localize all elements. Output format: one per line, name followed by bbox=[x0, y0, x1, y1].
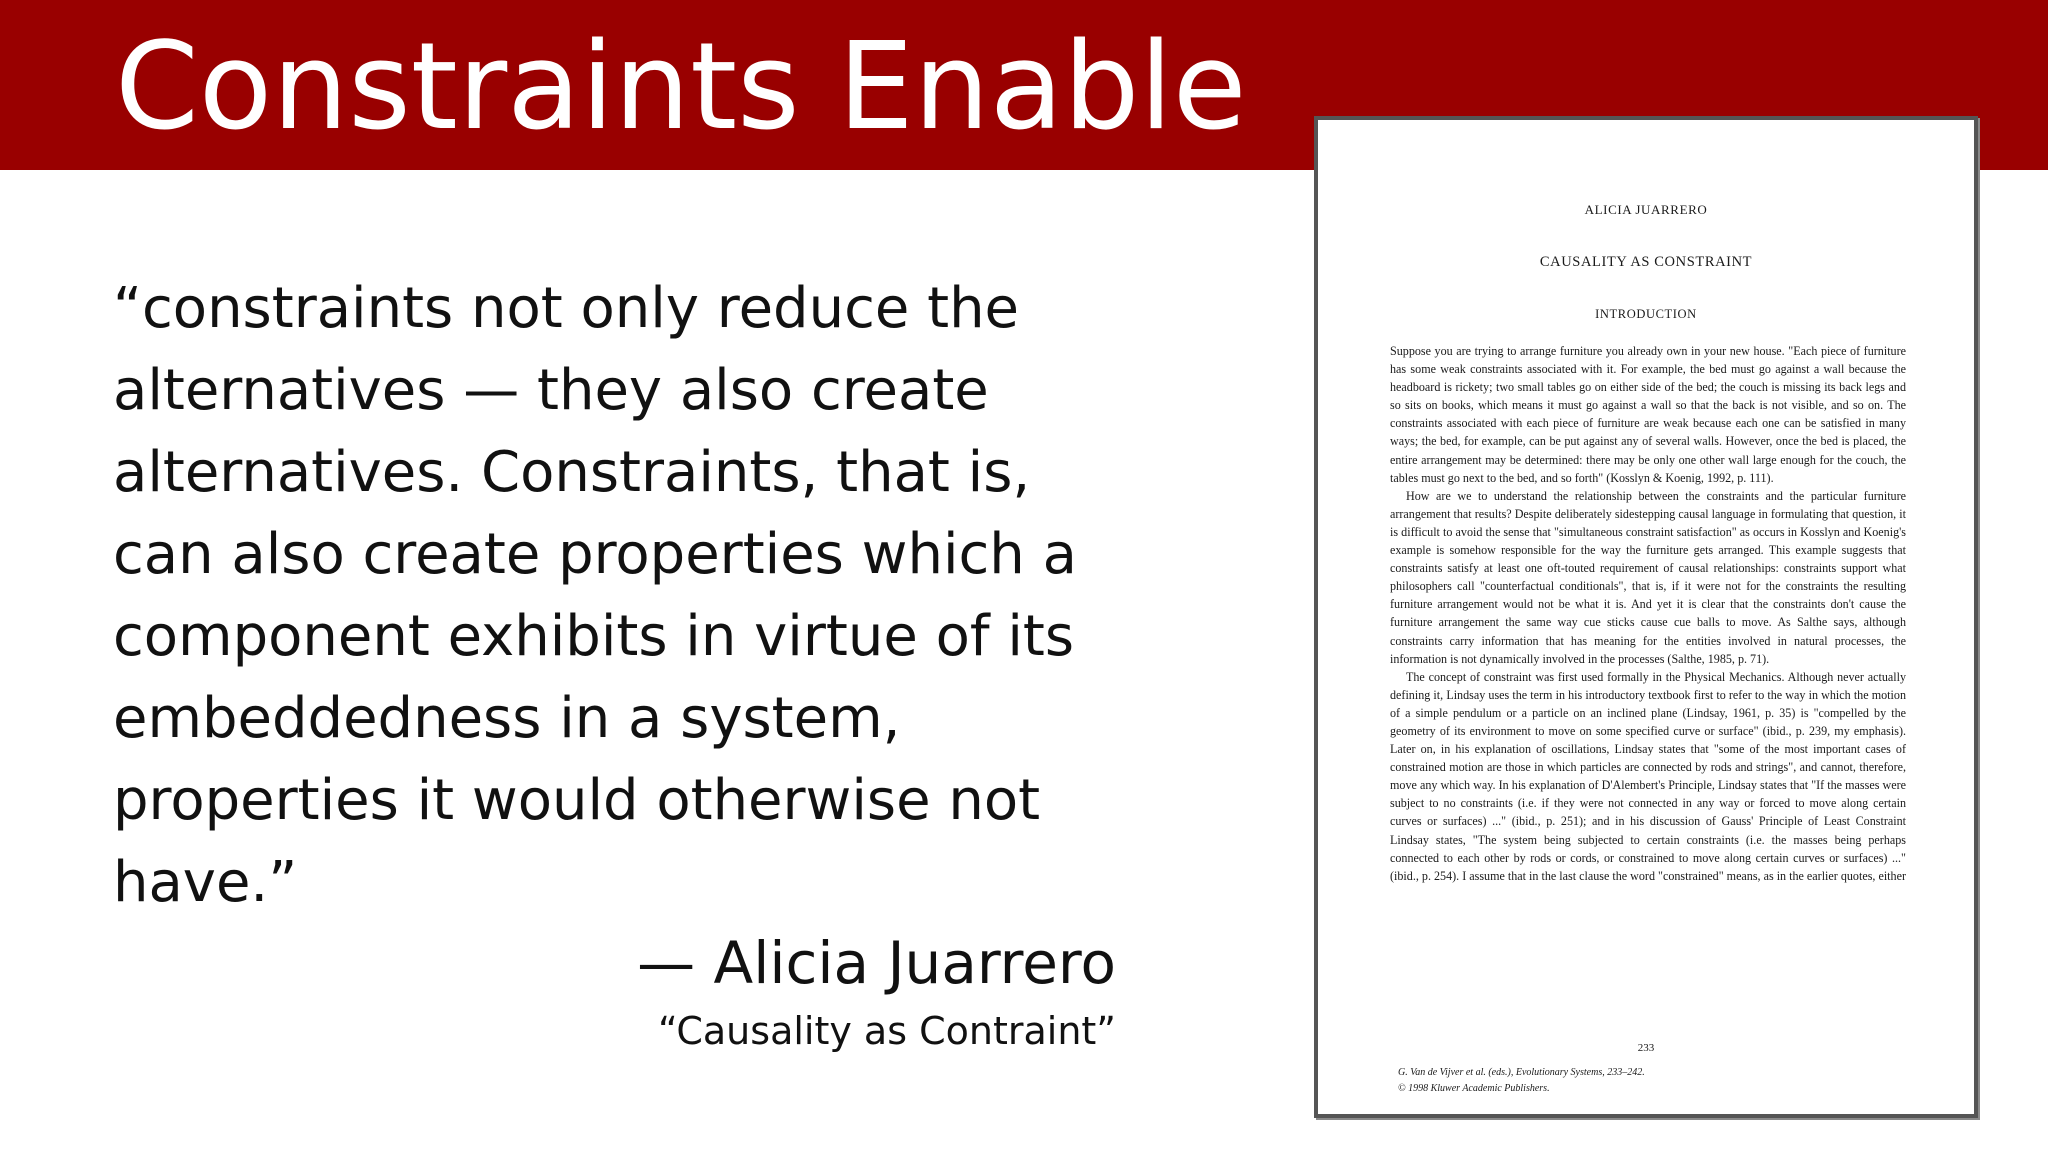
quote-text: “constraints not only reduce the alternatives — they also create alternatives. Constraints, that is, can also create properties which a component exhibits in virtue of its embeddedness in a system, properties it would otherwise not have.” bbox=[113, 276, 1077, 915]
paper-paragraph: How are we to understand the relationship between the constraints and the particular furniture arrangement that results? Despite deliberately sidestepping causal language in formulating that question, it is difficult to avoid the sense that "simultaneous constraint satisfaction" as occurs in Kosslyn and Koenig's example is somehow responsible for the way the furniture gets arranged. This example suggests that constraints satisfy at least one oft-touted requirement of causal relationships: constraints support what philosophers call "counterfactual conditionals", that is, if it were not for the constraints the resulting furniture arrangement would not be what it is. And yet it is clear that the constraints don't cause the furniture arrangement the same way cue sticks cause cue balls to move. As Salthe says, although constraints carry information that has meaning for the entities involved in natural processes, the information is not dynamically involved in the processes (Salthe, 1985, p. 71). bbox=[1390, 488, 1906, 666]
paper-citation: G. Van de Vijver et al. (eds.), Evolutionary Systems, 233–242. bbox=[1398, 1067, 1645, 1078]
quote-author: — Alicia Juarrero bbox=[637, 929, 1116, 997]
paper-paragraph: Suppose you are trying to arrange furniture you already own in your new house. "Each piece of furniture has some weak constraints associated with it. For example, the bed must go against a wall because the headboard is rickety; two small tables go on either side of the bed; the couch is missing its back legs and so sits on books, which means it must go against a wall so that the back is not visible, and so on. The constraints associated with each piece of furniture are weak because each one can be satisfied in many ways; the bed, for example, can be put against any of several walls. However, once the bed is placed, the entire arrangement may be determined: there may be only one other wall large enough for the couch, the tables must go next to the bed, and so forth" (Kosslyn & Koenig, 1992, p. 111). bbox=[1390, 344, 1906, 485]
paper-section-heading: INTRODUCTION bbox=[1595, 307, 1697, 321]
slide-title: Constraints Enable bbox=[115, 18, 1247, 157]
paper-author: ALICIA JUARRERO bbox=[1584, 202, 1708, 217]
paper-page-number: 233 bbox=[1637, 1042, 1655, 1054]
paper-title: CAUSALITY AS CONSTRAINT bbox=[1539, 254, 1753, 270]
paper-body bbox=[1390, 342, 1906, 885]
quote-source: “Causality as Contraint” bbox=[658, 1009, 1116, 1053]
paper-footer bbox=[1398, 1065, 1878, 1097]
paper-paragraph: The concept of constraint was first used formally in the Physical Mechanics. Although never actually defining it, Lindsay uses the term in his introductory textbook first to refer to the way in which the motion of a simple pendulum or a particle on an inclined plane (Lindsay, 1961, p. 35) is "compelled by the geometry of its environment to move on some specified curve or surface" (ibid., p. 239, my emphasis). Later on, in his explanation of oscillations, Lindsay states that "some of the most important cases of constrained motion are those in which particles are connected by rods and strings", and cannot, therefore, move any which way. In his explanation of D'Alembert's Principle, Lindsay states that "If the masses were subject to no constraints (i.e. if they were not connected in any way or forced to move along certain curves or surfaces) ..." (ibid., p. 251); and in his discussion of Gauss' Principle of Least Constraint Lindsay states, "The system being subjected to certain constraints (i.e. the masses being perhaps connected to each other by rods or cords, or constrained to move along certain curves or surfaces) ..." (ibid., p. 254). I assume that in the last clause the word "constrained" means, as in the earlier quotes, either bbox=[1390, 669, 1906, 883]
paper-page-image bbox=[1314, 116, 1978, 1118]
paper-copyright: © 1998 Kluwer Academic Publishers. bbox=[1398, 1083, 1550, 1094]
